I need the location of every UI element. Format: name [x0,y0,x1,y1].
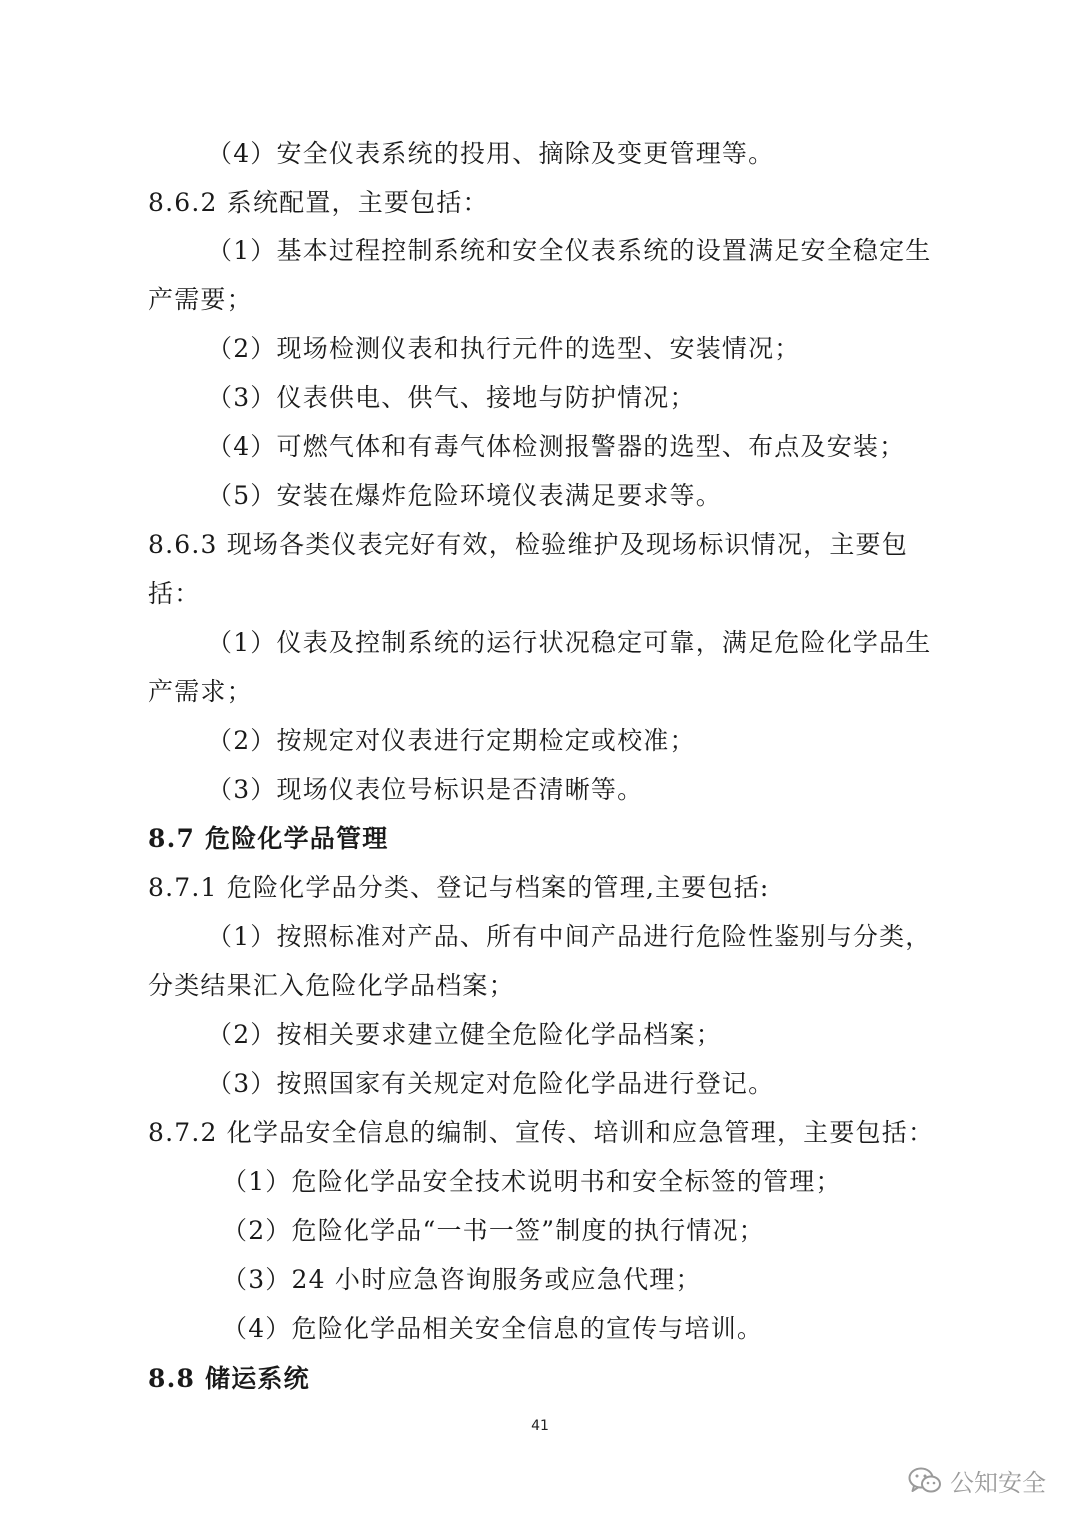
chapter-heading: 8.8 储运系统 [148,1364,310,1393]
text-line: 括： [148,579,201,608]
watermark [908,1463,1046,1498]
section-heading: 8.6.2 系统配置，主要包括： [148,188,489,217]
page-number: 41 [531,1418,549,1434]
section-heading: 8.7.2 化学品安全信息的编制、宣传、培训和应急管理，主要包括： [148,1118,935,1147]
chapter-heading: 8.7 危险化学品管理 [148,824,389,853]
text-line: （4）危险化学品相关安全信息的宣传与培训。 [222,1314,764,1343]
text-line: （3）仪表供电、供气、接地与防护情况； [207,383,696,412]
wechat-icon [908,1467,942,1495]
text-line: （4）可燃气体和有毒气体检测报警器的选型、布点及安装； [207,432,906,461]
text-line: （3）24 小时应急咨询服务或应急代理； [222,1265,702,1294]
text-line: （2）危险化学品“一书一签”制度的执行情况； [222,1216,765,1245]
text-line: 产需要； [148,285,253,314]
text-line: （1）仪表及控制系统的运行状况稳定可靠，满足危险化学品生 [207,628,932,657]
text-line: （4）安全仪表系统的投用、摘除及变更管理等。 [207,139,775,168]
text-line: （1）基本过程控制系统和安全仪表系统的设置满足安全稳定生 [207,236,932,265]
text-line: （2）按相关要求建立健全危险化学品档案； [207,1020,722,1049]
text-line: （2）按规定对仪表进行定期检定或校准； [207,726,696,755]
text-line: （1）按照标准对产品、所有中间产品进行危险性鉴别与分类， [207,922,932,951]
text-line: （1）危险化学品安全技术说明书和安全标签的管理； [222,1167,842,1196]
section-heading: 8.7.1 危险化学品分类、登记与档案的管理,主要包括: [148,873,770,902]
text-line: （2）现场检测仪表和执行元件的选型、安装情况； [207,334,801,363]
text-line: 产需求； [148,677,253,706]
text-line: （5）安装在爆炸危险环境仪表满足要求等。 [207,481,722,510]
text-line: 分类结果汇入危险化学品档案； [148,971,515,1000]
section-heading: 8.6.3 现场各类仪表完好有效，检验维护及现场标识情况，主要包 [148,530,908,559]
text-line: （3）按照国家有关规定对危险化学品进行登记。 [207,1069,775,1098]
watermark-text: 公知安全 [950,1469,1046,1497]
text-line: （3）现场仪表位号标识是否清晰等。 [207,775,644,804]
